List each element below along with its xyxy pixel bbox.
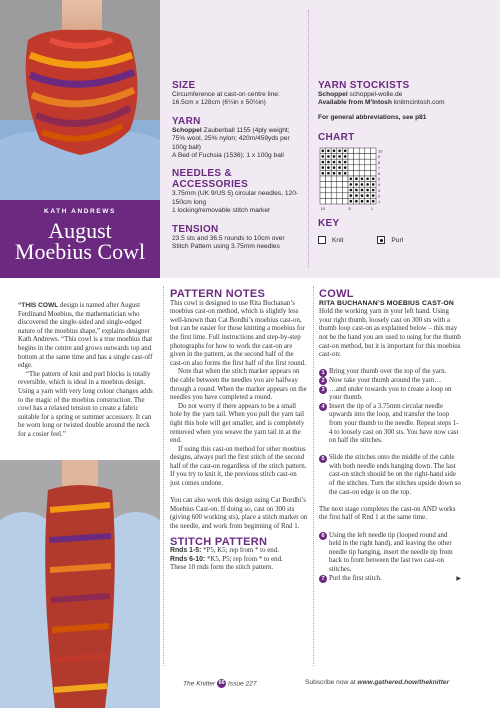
tension-text: 23.5 sts and 36.5 rounds to 10cm over Stitch Pattern using 3.75mm needles xyxy=(172,234,285,251)
chart-cell-knit xyxy=(348,159,354,165)
stockist-schoppel: Schoppel schoppel-wolle.de xyxy=(318,91,403,98)
step-text: Slide the stitches onto the middle of the cable with both needle ends hanging down. The last cast-on stitch should be on the right-hand side of the stitches. Turn the stitches upside down so the cast-on edge is on the top. xyxy=(329,454,461,496)
chart-col-label: 10 xyxy=(320,206,325,212)
intro-lead: “THIS COWL xyxy=(18,302,59,309)
step-number-badge: 1 xyxy=(319,369,327,377)
chart-cell-knit xyxy=(337,176,343,182)
purl-dot xyxy=(361,195,364,198)
step-text: Using the left needle tip (looped round and held in the right hand), and leaving the other needle tip hanging, insert the needle tip from back to front between the last two cast-on stitches. xyxy=(329,531,453,573)
pattern-notes-p5: You can also work this design using Cat Bordhi’s Moebius Cast-on. If doing so, cast on 300 sts (giving 600 working sts), place a stitch marker on the needle, and work from beginning of Rnd 1. xyxy=(170,497,308,531)
chart-cell-knit xyxy=(326,193,332,199)
chart-cell-knit xyxy=(342,193,348,199)
knit-symbol-icon xyxy=(318,236,326,244)
info-left-column xyxy=(172,80,302,251)
yarn-text: Schoppel Zauberball 1155 (4ply weight; 75% wool, 25% nylon; 420m/459yds per 100g ball) xyxy=(172,126,290,151)
chart-cell-knit xyxy=(359,159,365,165)
pattern-title: August Moebius Cowl xyxy=(14,218,146,264)
chart-cell-knit xyxy=(348,154,354,160)
cast-on-step xyxy=(319,532,461,575)
chart-cell-knit xyxy=(337,187,343,193)
chart-cell-knit xyxy=(342,199,348,205)
purl-dot xyxy=(366,195,369,198)
chart-cell-knit xyxy=(331,182,337,188)
cowl-intro: Hold the working yarn in your left hand. Using your right thumb, loosely cast on 300 sts with a thumb loop cast-on as explained below – this may not be the hand you are used to using for the thumb cast-on method, but it is important for this moebius cast-on: xyxy=(319,308,461,359)
chart-cell-knit xyxy=(326,187,332,193)
tension-heading: TENSION xyxy=(172,223,219,235)
cowl-heading: COWL xyxy=(319,288,354,300)
cowl-photo-top xyxy=(0,0,160,200)
chart-cell-knit xyxy=(337,182,343,188)
chart-cell-knit xyxy=(331,187,337,193)
footer-magazine: The Knitter 66 Issue 227 xyxy=(183,680,257,688)
chart-cell-knit xyxy=(326,182,332,188)
purl-dot xyxy=(344,150,347,153)
step-number-badge: 7 xyxy=(319,575,327,583)
yarn-colour: A Bed of Fuchsia (1536); 1 x 100g ball xyxy=(172,152,284,160)
cast-on-step xyxy=(319,377,461,386)
purl-dot xyxy=(361,200,364,203)
purl-dot xyxy=(372,195,375,198)
column-divider-right xyxy=(313,286,314,666)
chart-cell-knit xyxy=(359,148,365,154)
chart-cell-knit xyxy=(331,176,337,182)
chart-row-label: 9 xyxy=(378,154,381,160)
chart-cell-knit xyxy=(370,171,376,177)
purl-dot xyxy=(327,161,330,164)
key-heading: KEY xyxy=(318,218,340,230)
chart-cell-knit xyxy=(365,165,371,171)
pattern-notes-column xyxy=(170,290,308,573)
purl-dot xyxy=(344,161,347,164)
purl-dot xyxy=(355,178,358,181)
pattern-notes-p1: This cowl is designed to use Rita Buchanan’s moebius cast-on method, which is slightly less well-known than Cat Bordhi’s moebius cast-on, but can be easier for those knitting a moebius for the first time. Full instructions and step-by-step photographs for how to work the cast-on are given in the pattern, as the second half of the cast-on also forms the first half of the first round. xyxy=(170,299,306,367)
step-text: Purl the first stitch. xyxy=(329,574,382,582)
intro-text: “THIS COWL design is named after August Ferdinand Moebius, the mathematician who discovered the single-sided and single-edged nature of the moebius shape,” explains designer Kath Andrews. “This cowl is a true moebius that begins in the centre and grows outwards top and bottom at the same time and has a single cast-off edge. “The pattern of knit and purl blocks is totally reversible, which is ideal in a moebius design. Using a yarn with very long colour changes adds to the magic of the moebius construction. The cowl has a relaxed tension to create a fabric suitable for a spring or summer accessory. It can be worn long or twisted double around the neck for a cosier feel.” xyxy=(18,302,153,438)
chart-cell-knit xyxy=(320,193,326,199)
chart-cell-knit xyxy=(370,165,376,171)
step-number-badge: 3 xyxy=(319,386,327,394)
pattern-notes-p3: Do not worry if there appears to be a small hole by the yarn tail. When you pull the yarn tail tight this hole will get smaller, and is completely removed when you weave the yarn tail in at the end. xyxy=(170,402,305,445)
stitch-pattern-heading: STITCH PATTERN xyxy=(170,535,268,548)
purl-dot xyxy=(361,178,364,181)
chart-row-label: 10 xyxy=(378,148,383,154)
purl-dot xyxy=(350,189,353,192)
purl-dot xyxy=(355,195,358,198)
chart-row-label: 2 xyxy=(378,193,381,199)
knitting-chart-grid xyxy=(318,146,418,216)
purl-dot xyxy=(344,155,347,158)
cast-on-steps xyxy=(319,368,461,497)
purl-symbol-icon xyxy=(377,236,385,244)
step-number-badge: 5 xyxy=(319,455,327,463)
purl-dot xyxy=(327,155,330,158)
cast-on-step xyxy=(319,454,461,497)
cowl-column xyxy=(319,290,461,583)
chart-row-label: 7 xyxy=(378,165,381,171)
step-number-badge: 2 xyxy=(319,377,327,385)
purl-dot xyxy=(322,155,325,158)
purl-dot xyxy=(322,167,325,170)
chart-cell-knit xyxy=(354,165,360,171)
cast-on-step xyxy=(319,575,461,584)
chart-cell-knit xyxy=(320,199,326,205)
purl-dot xyxy=(322,150,325,153)
chart-cell-knit xyxy=(370,159,376,165)
purl-dot xyxy=(338,167,341,170)
info-panel xyxy=(160,0,500,278)
purl-dot xyxy=(372,183,375,186)
purl-dot xyxy=(344,172,347,175)
purl-dot xyxy=(350,183,353,186)
purl-dot xyxy=(327,150,330,153)
purl-dot xyxy=(338,150,341,153)
cast-on-step xyxy=(319,386,461,403)
key-purl: Purl xyxy=(377,236,403,244)
step-text: Bring your thumb over the top of the yarn. xyxy=(329,368,447,376)
purl-dot xyxy=(333,150,336,153)
chart-cell-knit xyxy=(326,199,332,205)
purl-dot xyxy=(327,172,330,175)
abbreviations-note: For general abbreviations, see p81 xyxy=(318,113,427,121)
needles-text: 3.75mm (UK 9/US 5) circular needles, 120-150cm long xyxy=(172,190,299,206)
chart-row-label: 8 xyxy=(378,160,381,166)
purl-dot xyxy=(338,172,341,175)
purl-dot xyxy=(366,178,369,181)
size-text: Circumference at cast-on centre line: 16.5cm x 128cm (6½in x 50½in) xyxy=(172,91,280,107)
purl-dot xyxy=(338,155,341,158)
step-number-badge: 4 xyxy=(319,403,327,411)
purl-dot xyxy=(366,200,369,203)
chart-cell-knit xyxy=(348,148,354,154)
pattern-notes-heading: PATTERN NOTES xyxy=(170,288,266,300)
title-block xyxy=(0,200,160,278)
stitch-pattern-note: These 10 rnds form the stitch pattern. xyxy=(170,564,274,572)
chart-cell-knit xyxy=(331,199,337,205)
purl-dot xyxy=(333,161,336,164)
chart-col-label: 1 xyxy=(370,206,374,212)
panel-divider xyxy=(308,10,309,268)
info-right-column xyxy=(318,80,490,244)
purl-dot xyxy=(322,161,325,164)
chart-row-label: 5 xyxy=(378,176,381,182)
footer-subscribe: Subscribe now at www.gathered.how/theknitter xyxy=(305,679,450,686)
stitch-rnds-1-5: Rnds 1-5: *P5, K5; rep from * to end. xyxy=(170,547,279,555)
pattern-notes-p4: If using this cast-on method for other moebius designs, always purl the first stitch of the second half of the cast-on regardless of the stitch pattern. If you try to knit it, the previous stitch cast-on just comes undone. xyxy=(170,445,307,488)
chart-cell-knit xyxy=(370,148,376,154)
purl-dot xyxy=(372,178,375,181)
key-knit: Knit xyxy=(318,236,343,244)
purl-dot xyxy=(366,189,369,192)
purl-dot xyxy=(355,189,358,192)
cowl-photo-bottom xyxy=(0,460,160,708)
purl-dot xyxy=(344,167,347,170)
marker-text: 1 locking/removable stitch marker xyxy=(172,207,271,215)
step-number-badge: 6 xyxy=(319,532,327,540)
yarn-heading: YARN xyxy=(172,115,201,127)
purl-dot xyxy=(372,189,375,192)
chart-cell-knit xyxy=(337,199,343,205)
chart-cell-knit xyxy=(359,171,365,177)
size-heading: SIZE xyxy=(172,80,196,91)
stockists-heading: YARN STOCKISTS xyxy=(318,80,410,91)
chart-cell-knit xyxy=(354,171,360,177)
purl-dot xyxy=(372,200,375,203)
next-stage-text: The next stage completes the cast-on AND works the first half of Rnd 1 at the same time. xyxy=(319,505,456,522)
chart-cell-knit xyxy=(342,187,348,193)
step-text: …and under towards you to create a loop on your thumb. xyxy=(329,385,452,402)
chart-cell-knit xyxy=(326,176,332,182)
chart-cell-knit xyxy=(320,187,326,193)
cast-on-steps-continued xyxy=(319,532,461,584)
chart-row-label: 1 xyxy=(378,199,381,205)
chart-cell-knit xyxy=(320,182,326,188)
chart-cell-knit xyxy=(365,171,371,177)
purl-dot xyxy=(333,167,336,170)
chart-key xyxy=(318,236,490,244)
chart-row-label: 6 xyxy=(378,171,381,177)
stitch-rnds-6-10: Rnds 6-10: *K5, P5; rep from * to end. xyxy=(170,555,283,563)
column-divider-left xyxy=(163,286,164,666)
chart-cell-knit xyxy=(331,193,337,199)
chart-cell-knit xyxy=(365,154,371,160)
subscribe-link[interactable]: www.gathered.how/theknitter xyxy=(357,679,450,686)
purl-dot xyxy=(350,178,353,181)
designer-name: KATH ANDREWS xyxy=(44,208,116,215)
cast-on-step xyxy=(319,403,461,446)
purl-dot xyxy=(322,172,325,175)
chart-cell-knit xyxy=(359,165,365,171)
chart-cell-knit xyxy=(370,154,376,160)
chart-row-label: 3 xyxy=(378,188,381,194)
purl-dot xyxy=(333,155,336,158)
chart-cell-knit xyxy=(342,176,348,182)
continue-arrow-icon: ▶ xyxy=(456,575,461,582)
page-number-badge: 66 xyxy=(218,680,225,686)
chart-col-label: 5 xyxy=(348,206,351,212)
chart xyxy=(318,146,418,216)
purl-dot xyxy=(355,183,358,186)
chart-cell-knit xyxy=(348,171,354,177)
step-text: Insert the tip of a 3.75mm circular needle upwards into the loop, and transfer the loop from your thumb to the needle. Repeat steps 1-4 to loosely cast on 300 sts. You have now cast on half the stitches. xyxy=(329,402,459,445)
purl-dot xyxy=(366,183,369,186)
purl-dot xyxy=(361,183,364,186)
chart-cell-knit xyxy=(365,159,371,165)
purl-dot xyxy=(350,195,353,198)
chart-cell-knit xyxy=(348,165,354,171)
chart-cell-knit xyxy=(365,148,371,154)
purl-dot xyxy=(361,189,364,192)
stockist-mintosh: Available from M'Intosh knitmcintosh.com xyxy=(318,99,445,107)
chart-cell-knit xyxy=(354,159,360,165)
chart-heading: CHART xyxy=(318,132,355,144)
pattern-notes-p2: Note that when the stitch marker appears on the cable between the needles you are halfway through a round. When the marker appears on the needles you have completed a round. xyxy=(170,368,307,402)
chart-row-label: 4 xyxy=(378,182,381,188)
chart-cell-knit xyxy=(337,193,343,199)
needles-heading: NEEDLES & ACCESSORIES xyxy=(172,168,249,191)
chart-cell-knit xyxy=(359,154,365,160)
purl-dot xyxy=(338,161,341,164)
cast-on-subheading: RITA BUCHANAN’S MOEBIUS CAST-ON xyxy=(319,299,454,307)
chart-cell-knit xyxy=(354,154,360,160)
purl-dot xyxy=(333,172,336,175)
cast-on-step xyxy=(319,368,461,377)
step-text: Now take your thumb around the yarn… xyxy=(329,376,442,384)
purl-dot xyxy=(355,200,358,203)
purl-dot xyxy=(327,167,330,170)
chart-cell-knit xyxy=(320,176,326,182)
chart-cell-knit xyxy=(342,182,348,188)
purl-dot xyxy=(350,200,353,203)
chart-cell-knit xyxy=(354,148,360,154)
